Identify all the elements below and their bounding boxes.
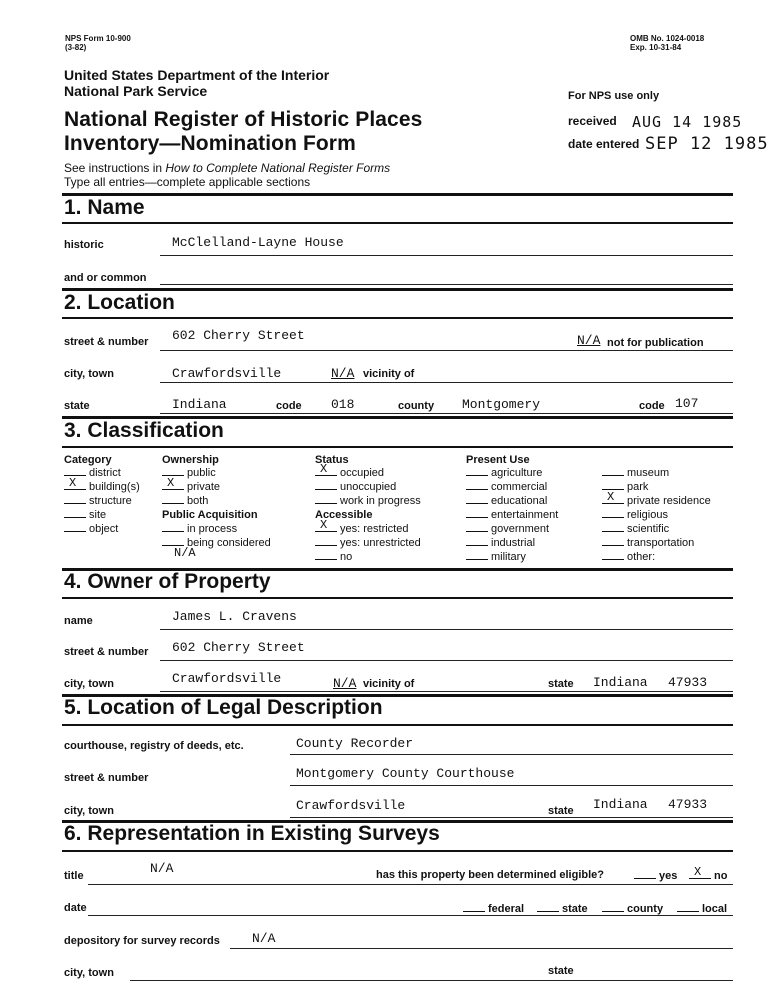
present-use-list-1 <box>466 466 558 564</box>
checkbox-blank[interactable] <box>162 536 184 546</box>
checkbox-row <box>466 494 558 508</box>
fill-line <box>290 785 733 786</box>
owner-state-value: Indiana <box>593 675 648 690</box>
rule <box>62 724 733 726</box>
eligible-no-blank[interactable] <box>689 865 711 879</box>
expiration: Exp. 10-31-84 <box>630 43 682 52</box>
owner-name-value: James L. Cravens <box>172 609 297 624</box>
checkbox-row <box>315 462 421 480</box>
eligible-yes-label: yes <box>659 870 678 882</box>
checkbox-row <box>315 494 421 508</box>
legal-city-label: city, town <box>64 805 114 817</box>
county-label: county <box>398 400 435 412</box>
instructions-guide-title: How to Complete National Register Forms <box>165 161 391 175</box>
category-header: Category <box>64 454 112 466</box>
county-blank[interactable] <box>602 902 624 912</box>
checkbox-row <box>602 490 711 508</box>
section-3-title: 3. Classification <box>64 419 224 442</box>
instructions-type: Type all entries—complete applicable sections <box>64 175 311 189</box>
state-blank[interactable] <box>537 902 559 912</box>
checkbox-row <box>466 480 558 494</box>
checkbox-blank[interactable] <box>162 494 184 504</box>
checkbox-label: no <box>340 551 353 563</box>
depository-value: N/A <box>252 931 276 946</box>
checkbox-label: occupied <box>340 467 385 479</box>
checkbox-blank[interactable] <box>64 522 86 532</box>
state-code-value: 018 <box>331 397 355 412</box>
legal-street-label: street & number <box>64 772 149 784</box>
status-list <box>315 462 421 508</box>
survey-date-label: date <box>64 902 87 914</box>
checkbox-row <box>466 466 558 480</box>
checkbox-blank[interactable] <box>466 466 488 476</box>
checkbox-mark: X <box>69 476 77 490</box>
vicinity-label: vicinity of <box>363 368 415 380</box>
rule <box>62 222 733 224</box>
form-revision: (3-82) <box>65 43 87 52</box>
checkbox-label: government <box>491 523 550 535</box>
checkbox-label: museum <box>627 467 670 479</box>
checkbox-blank[interactable] <box>466 508 488 518</box>
ownership-header: Ownership <box>162 454 219 466</box>
checkbox-row <box>466 522 558 536</box>
survey-title-label: title <box>64 870 84 882</box>
fill-line <box>160 255 733 256</box>
checkbox-label: park <box>627 481 649 493</box>
fill-line <box>290 817 733 818</box>
federal-blank[interactable] <box>463 902 485 912</box>
checkbox-blank[interactable] <box>315 518 337 532</box>
checkbox-label: being considered <box>187 537 271 549</box>
checkbox-label: other: <box>627 551 656 563</box>
checkbox-row <box>602 550 711 564</box>
checkbox-row <box>315 480 421 494</box>
section-1-title: 1. Name <box>64 196 145 219</box>
county-code-label: code <box>639 400 665 412</box>
legal-city-value: Crawfordsville <box>296 798 406 813</box>
local-level-label: local <box>702 903 728 915</box>
checkbox-blank[interactable] <box>315 536 337 546</box>
checkbox-blank[interactable] <box>64 494 86 504</box>
checkbox-row <box>315 550 421 564</box>
checkbox-row <box>466 508 558 522</box>
form-title-line2: Inventory—Nomination Form <box>64 132 356 155</box>
fill-line <box>88 884 733 885</box>
checkbox-label: industrial <box>491 537 536 549</box>
present-use-header: Present Use <box>466 454 530 466</box>
checkbox-blank[interactable] <box>64 476 86 490</box>
level-state <box>537 902 588 915</box>
checkbox-blank[interactable] <box>162 522 184 532</box>
checkbox-row <box>64 494 140 508</box>
eligible-no <box>689 865 728 882</box>
level-county <box>602 902 663 915</box>
section-4-title: 4. Owner of Property <box>64 570 271 593</box>
received-label: received <box>568 114 617 128</box>
checkbox-blank[interactable] <box>602 480 624 490</box>
checkbox-label: yes: restricted <box>340 523 409 535</box>
checkbox-label: site <box>89 509 107 521</box>
checkbox-blank[interactable] <box>602 522 624 532</box>
checkbox-blank[interactable] <box>64 466 86 476</box>
eligible-no-label: no <box>714 870 728 882</box>
date-entered-label: date entered <box>568 137 640 151</box>
courthouse-value: County Recorder <box>296 736 414 751</box>
checkbox-label: private <box>187 481 221 493</box>
checkbox-label: building(s) <box>89 481 140 493</box>
fill-line <box>160 660 733 661</box>
owner-name-label: name <box>64 615 93 627</box>
county-level-label: county <box>627 903 664 915</box>
checkbox-label: in process <box>187 523 238 535</box>
historic-label: historic <box>64 239 104 251</box>
checkbox-label: object <box>89 523 119 535</box>
fill-line <box>160 382 733 383</box>
fill-line <box>130 980 733 981</box>
checkbox-label: military <box>491 551 526 563</box>
rule <box>62 850 733 852</box>
checkbox-blank[interactable] <box>602 466 624 476</box>
checkbox-row <box>602 508 711 522</box>
city-town-label: city, town <box>64 368 114 380</box>
checkbox-blank[interactable] <box>315 480 337 490</box>
checkbox-label: unoccupied <box>340 481 397 493</box>
checkbox-label: work in progress <box>340 495 421 507</box>
fill-line <box>160 350 733 351</box>
checkbox-row <box>602 522 711 536</box>
checkbox-blank[interactable] <box>162 466 184 476</box>
form-title-line1: National Register of Historic Places <box>64 108 423 131</box>
county-code-value: 107 <box>675 396 699 411</box>
street-number-value: 602 Cherry Street <box>172 328 305 343</box>
not-for-publication-label: not for publication <box>607 337 704 349</box>
checkbox-mark: X <box>320 462 328 476</box>
section-6-title: 6. Representation in Existing Surveys <box>64 822 440 845</box>
acquisition-na: N/A <box>174 546 196 560</box>
owner-zip-value: 47933 <box>668 675 708 690</box>
legal-state-label: state <box>548 805 574 817</box>
level-local <box>677 902 727 915</box>
federal-label: federal <box>488 903 525 915</box>
checkbox-row <box>602 480 711 494</box>
eligible-yes-blank[interactable] <box>634 869 656 879</box>
depository-label: depository for survey records <box>64 935 220 947</box>
checkbox-label: educational <box>491 495 548 507</box>
checkbox-row <box>602 466 711 480</box>
checkbox-row <box>315 536 421 550</box>
legal-state-value: Indiana <box>593 797 648 812</box>
checkbox-blank[interactable] <box>602 490 624 504</box>
checkbox-row <box>162 476 221 494</box>
city-town-value: Crawfordsville <box>172 366 282 381</box>
owner-street-label: street & number <box>64 646 149 658</box>
survey-title-value: N/A <box>150 861 174 876</box>
fill-line <box>290 754 733 755</box>
checkbox-blank[interactable] <box>602 508 624 518</box>
omb-number: OMB No. 1024-0018 <box>630 34 705 43</box>
eligible-question: has this property been determined eligible? <box>376 869 604 881</box>
present-use-list-2 <box>602 466 711 564</box>
checkbox-blank[interactable] <box>466 550 488 560</box>
legal-street-value: Montgomery County Courthouse <box>296 766 515 781</box>
checkbox-blank[interactable] <box>602 550 624 560</box>
checkbox-row <box>64 508 140 522</box>
checkbox-label: scientific <box>627 523 670 535</box>
checkbox-row <box>315 518 421 536</box>
accessible-list <box>315 518 421 564</box>
rule <box>62 597 733 599</box>
owner-city-label: city, town <box>64 678 114 690</box>
checkbox-label: transportation <box>627 537 695 549</box>
owner-vicinity-label: vicinity of <box>363 678 415 690</box>
section-2-title: 2. Location <box>64 291 175 314</box>
checkbox-label: entertainment <box>491 509 559 521</box>
service: National Park Service <box>64 83 208 99</box>
fill-line <box>160 284 733 285</box>
checkbox-blank[interactable] <box>466 494 488 504</box>
owner-street-value: 602 Cherry Street <box>172 640 305 655</box>
checkbox-label: both <box>187 495 209 507</box>
checkbox-label: district <box>89 467 121 479</box>
checkbox-row <box>466 536 558 550</box>
accessible-header: Accessible <box>315 509 373 521</box>
checkbox-mark: X <box>320 518 328 532</box>
rule <box>62 317 733 319</box>
rule <box>62 446 733 448</box>
section-5-title: 5. Location of Legal Description <box>64 696 383 719</box>
fill-line <box>230 948 733 949</box>
code-label: code <box>276 400 302 412</box>
checkbox-label: agriculture <box>491 467 543 479</box>
local-blank[interactable] <box>677 902 699 912</box>
instructions-prefix: See instructions in <box>64 161 166 175</box>
checkbox-label: private residence <box>627 495 711 507</box>
checkbox-mark: X <box>607 490 615 504</box>
checkbox-blank[interactable] <box>466 480 488 490</box>
eligible-no-mark: X <box>694 865 702 879</box>
survey-state-label: state <box>548 965 574 977</box>
county-value: Montgomery <box>462 397 541 412</box>
legal-zip-value: 47933 <box>668 797 708 812</box>
fill-line <box>160 413 733 414</box>
street-number-label: street & number <box>64 336 149 348</box>
checkbox-blank[interactable] <box>315 550 337 560</box>
category-list <box>64 466 140 536</box>
fill-line <box>160 629 733 630</box>
checkbox-blank[interactable] <box>162 476 184 490</box>
checkbox-row <box>162 522 271 536</box>
checkbox-mark: X <box>167 476 175 490</box>
checkbox-blank[interactable] <box>466 536 488 546</box>
checkbox-blank[interactable] <box>315 462 337 476</box>
checkbox-label: public <box>187 467 216 479</box>
eligible-yes <box>634 869 677 882</box>
historic-name: McClelland-Layne House <box>172 235 344 250</box>
date-entered-stamp: SEP 12 1985 <box>645 134 769 154</box>
owner-vicinity-value: N/A <box>333 676 357 691</box>
vicinity-value: N/A <box>331 366 355 381</box>
checkbox-row <box>602 536 711 550</box>
fill-line <box>88 915 733 916</box>
received-stamp: AUG 14 1985 <box>632 113 743 131</box>
ownership-list <box>162 466 220 508</box>
checkbox-label: yes: unrestricted <box>340 537 421 549</box>
state-value: Indiana <box>172 397 227 412</box>
instructions <box>64 161 390 175</box>
checkbox-blank[interactable] <box>466 522 488 532</box>
form-number: NPS Form 10-900 <box>65 34 131 43</box>
owner-state-label: state <box>548 678 574 690</box>
public-acquisition-header: Public Acquisition <box>162 509 258 521</box>
checkbox-row <box>64 522 140 536</box>
checkbox-row <box>162 494 220 508</box>
nps-use-only: For NPS use only <box>568 90 660 102</box>
department: United States Department of the Interior <box>64 67 330 83</box>
state-label: state <box>64 400 90 412</box>
state-level-label: state <box>562 903 588 915</box>
checkbox-row <box>466 550 558 564</box>
status-header: Status <box>315 454 349 466</box>
checkbox-label: religious <box>627 509 668 521</box>
checkbox-row <box>64 476 140 494</box>
rule <box>62 193 733 196</box>
courthouse-label: courthouse, registry of deeds, etc. <box>64 740 244 752</box>
not-for-publication-value: N/A <box>577 333 601 348</box>
owner-city-value: Crawfordsville <box>172 671 282 686</box>
checkbox-label: structure <box>89 495 132 507</box>
checkbox-blank[interactable] <box>602 536 624 546</box>
checkbox-blank[interactable] <box>64 508 86 518</box>
level-federal <box>463 902 524 915</box>
checkbox-blank[interactable] <box>315 494 337 504</box>
checkbox-label: commercial <box>491 481 548 493</box>
fill-line <box>160 691 733 692</box>
common-name-label: and or common <box>64 272 147 284</box>
survey-city-label: city, town <box>64 967 114 979</box>
